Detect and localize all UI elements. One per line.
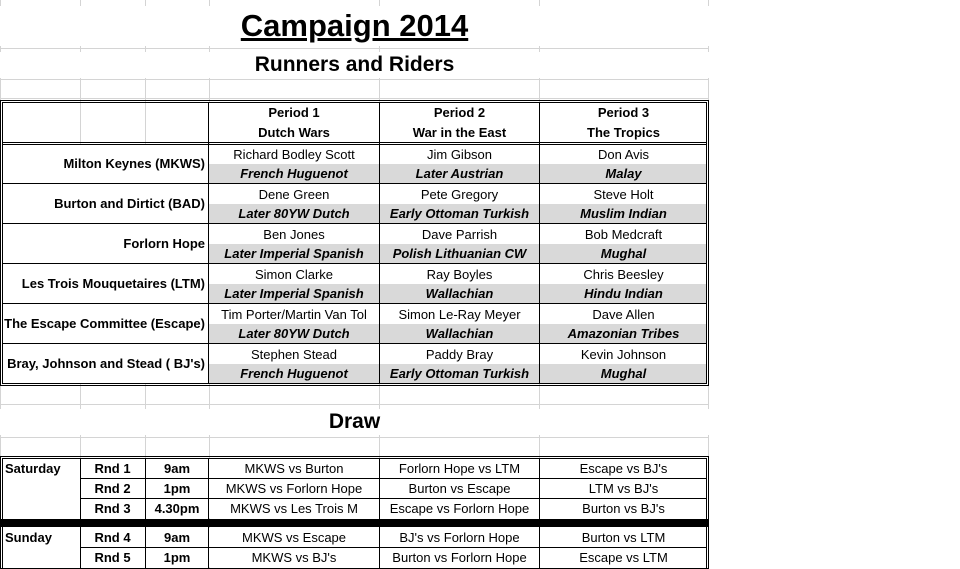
table-border <box>2 142 707 143</box>
draw-game: Burton vs LTM <box>540 528 707 547</box>
draw-game: Burton vs Forlorn Hope <box>380 548 539 567</box>
table-border <box>379 527 380 569</box>
draw-round: Rnd 4 <box>81 528 144 547</box>
player-name: Pete Gregory <box>380 184 539 204</box>
grid-line <box>0 404 709 405</box>
draw-round: Rnd 1 <box>81 459 144 478</box>
draw-game: MKWS vs Burton <box>209 459 379 478</box>
army-name: Wallachian <box>380 324 539 343</box>
draw-time: 1pm <box>146 479 208 498</box>
draw-game: Escape vs Forlorn Hope <box>380 499 539 518</box>
army-name: Early Ottoman Turkish <box>380 364 539 383</box>
draw-game: BJ's vs Forlorn Hope <box>380 528 539 547</box>
player-name: Dave Allen <box>540 304 707 324</box>
table-border <box>145 458 146 519</box>
page-title: Campaign 2014 <box>0 6 709 46</box>
table-border <box>2 343 707 344</box>
player-name: Simon Clarke <box>209 264 379 284</box>
table-border <box>208 458 209 519</box>
table-border <box>539 527 540 569</box>
table-border <box>208 527 209 569</box>
player-name: Jim Gibson <box>380 144 539 164</box>
table-border <box>80 498 707 499</box>
table-border <box>80 458 81 519</box>
player-name: Don Avis <box>540 144 707 164</box>
draw-day: Saturday <box>2 459 80 478</box>
army-name: Polish Lithuanian CW <box>380 244 539 263</box>
grid-line <box>0 0 1 569</box>
grid-line <box>0 437 709 438</box>
draw-time: 9am <box>146 459 208 478</box>
player-name: Steve Holt <box>540 184 707 204</box>
table-border <box>2 303 707 304</box>
table-border <box>2 223 707 224</box>
club-name: Bray, Johnson and Stead ( BJ's) <box>2 344 208 383</box>
army-name: Later Imperial Spanish <box>209 244 379 263</box>
army-name: Wallachian <box>380 284 539 303</box>
club-name: Burton and Dirtict (BAD) <box>2 184 208 223</box>
table-border <box>2 183 707 184</box>
draw-time: 9am <box>146 528 208 547</box>
player-name: Kevin Johnson <box>540 344 707 364</box>
table-border <box>379 102 380 384</box>
table-border <box>2 263 707 264</box>
army-name: Early Ottoman Turkish <box>380 204 539 223</box>
army-name: French Huguenot <box>209 164 379 183</box>
army-name: Later 80YW Dutch <box>209 204 379 223</box>
table-border <box>80 478 707 479</box>
period-1-label: Period 1 <box>209 102 379 122</box>
army-name: Muslim Indian <box>540 204 707 223</box>
army-name: Later Imperial Spanish <box>209 284 379 303</box>
table-border <box>145 527 146 569</box>
grid-line <box>0 456 709 457</box>
table-border <box>539 458 540 519</box>
club-name: The Escape Committee (Escape) <box>2 304 208 343</box>
grid-line <box>0 98 709 99</box>
club-name: Les Trois Mouquetaires (LTM) <box>2 264 208 303</box>
player-name: Dene Green <box>209 184 379 204</box>
draw-title: Draw <box>0 409 709 435</box>
player-name: Bob Medcraft <box>540 224 707 244</box>
draw-game: MKWS vs Les Trois M <box>209 499 379 518</box>
draw-round: Rnd 2 <box>81 479 144 498</box>
draw-day <box>2 479 80 498</box>
draw-round: Rnd 3 <box>81 499 144 518</box>
army-name: Mughal <box>540 364 707 383</box>
period-2-label: Period 2 <box>380 102 539 122</box>
table-border <box>80 527 81 569</box>
draw-game: MKWS vs Forlorn Hope <box>209 479 379 498</box>
period-1-name: Dutch Wars <box>209 122 379 142</box>
draw-game: Forlorn Hope vs LTM <box>380 459 539 478</box>
draw-game: LTM vs BJ's <box>540 479 707 498</box>
draw-game: Escape vs BJ's <box>540 459 707 478</box>
grid-line <box>0 385 709 386</box>
player-name: Stephen Stead <box>209 344 379 364</box>
army-name: Later 80YW Dutch <box>209 324 379 343</box>
player-name: Richard Bodley Scott <box>209 144 379 164</box>
player-name: Paddy Bray <box>380 344 539 364</box>
draw-game: MKWS vs Escape <box>209 528 379 547</box>
grid-line <box>0 48 709 49</box>
draw-round: Rnd 5 <box>81 548 144 567</box>
draw-day: Sunday <box>2 528 80 547</box>
draw-time: 1pm <box>146 548 208 567</box>
player-name: Simon Le-Ray Meyer <box>380 304 539 324</box>
table-border <box>539 102 540 384</box>
grid-line <box>0 79 709 80</box>
army-name: Later Austrian <box>380 164 539 183</box>
army-name: Mughal <box>540 244 707 263</box>
table-border <box>80 547 707 548</box>
period-3-label: Period 3 <box>540 102 707 122</box>
army-name: French Huguenot <box>209 364 379 383</box>
club-name: Forlorn Hope <box>2 224 208 263</box>
draw-game: Escape vs LTM <box>540 548 707 567</box>
player-name: Tim Porter/Martin Van Tol <box>209 304 379 324</box>
player-name: Chris Beesley <box>540 264 707 284</box>
period-2-name: War in the East <box>380 122 539 142</box>
table-border <box>208 102 209 384</box>
club-name: Milton Keynes (MKWS) <box>2 144 208 183</box>
player-name: Dave Parrish <box>380 224 539 244</box>
table-border <box>2 144 707 145</box>
draw-game: Burton vs BJ's <box>540 499 707 518</box>
table-border <box>379 458 380 519</box>
draw-day <box>2 548 80 567</box>
army-name: Malay <box>540 164 707 183</box>
table-border <box>0 519 709 527</box>
player-name: Ray Boyles <box>380 264 539 284</box>
draw-game: MKWS vs BJ's <box>209 548 379 567</box>
player-name: Ben Jones <box>209 224 379 244</box>
army-name: Amazonian Tribes <box>540 324 707 343</box>
draw-day <box>2 499 80 518</box>
draw-time: 4.30pm <box>146 499 208 518</box>
period-3-name: The Tropics <box>540 122 707 142</box>
grid-line <box>708 0 709 569</box>
draw-game: Burton vs Escape <box>380 479 539 498</box>
page-subtitle: Runners and Riders <box>0 52 709 78</box>
army-name: Hindu Indian <box>540 284 707 303</box>
